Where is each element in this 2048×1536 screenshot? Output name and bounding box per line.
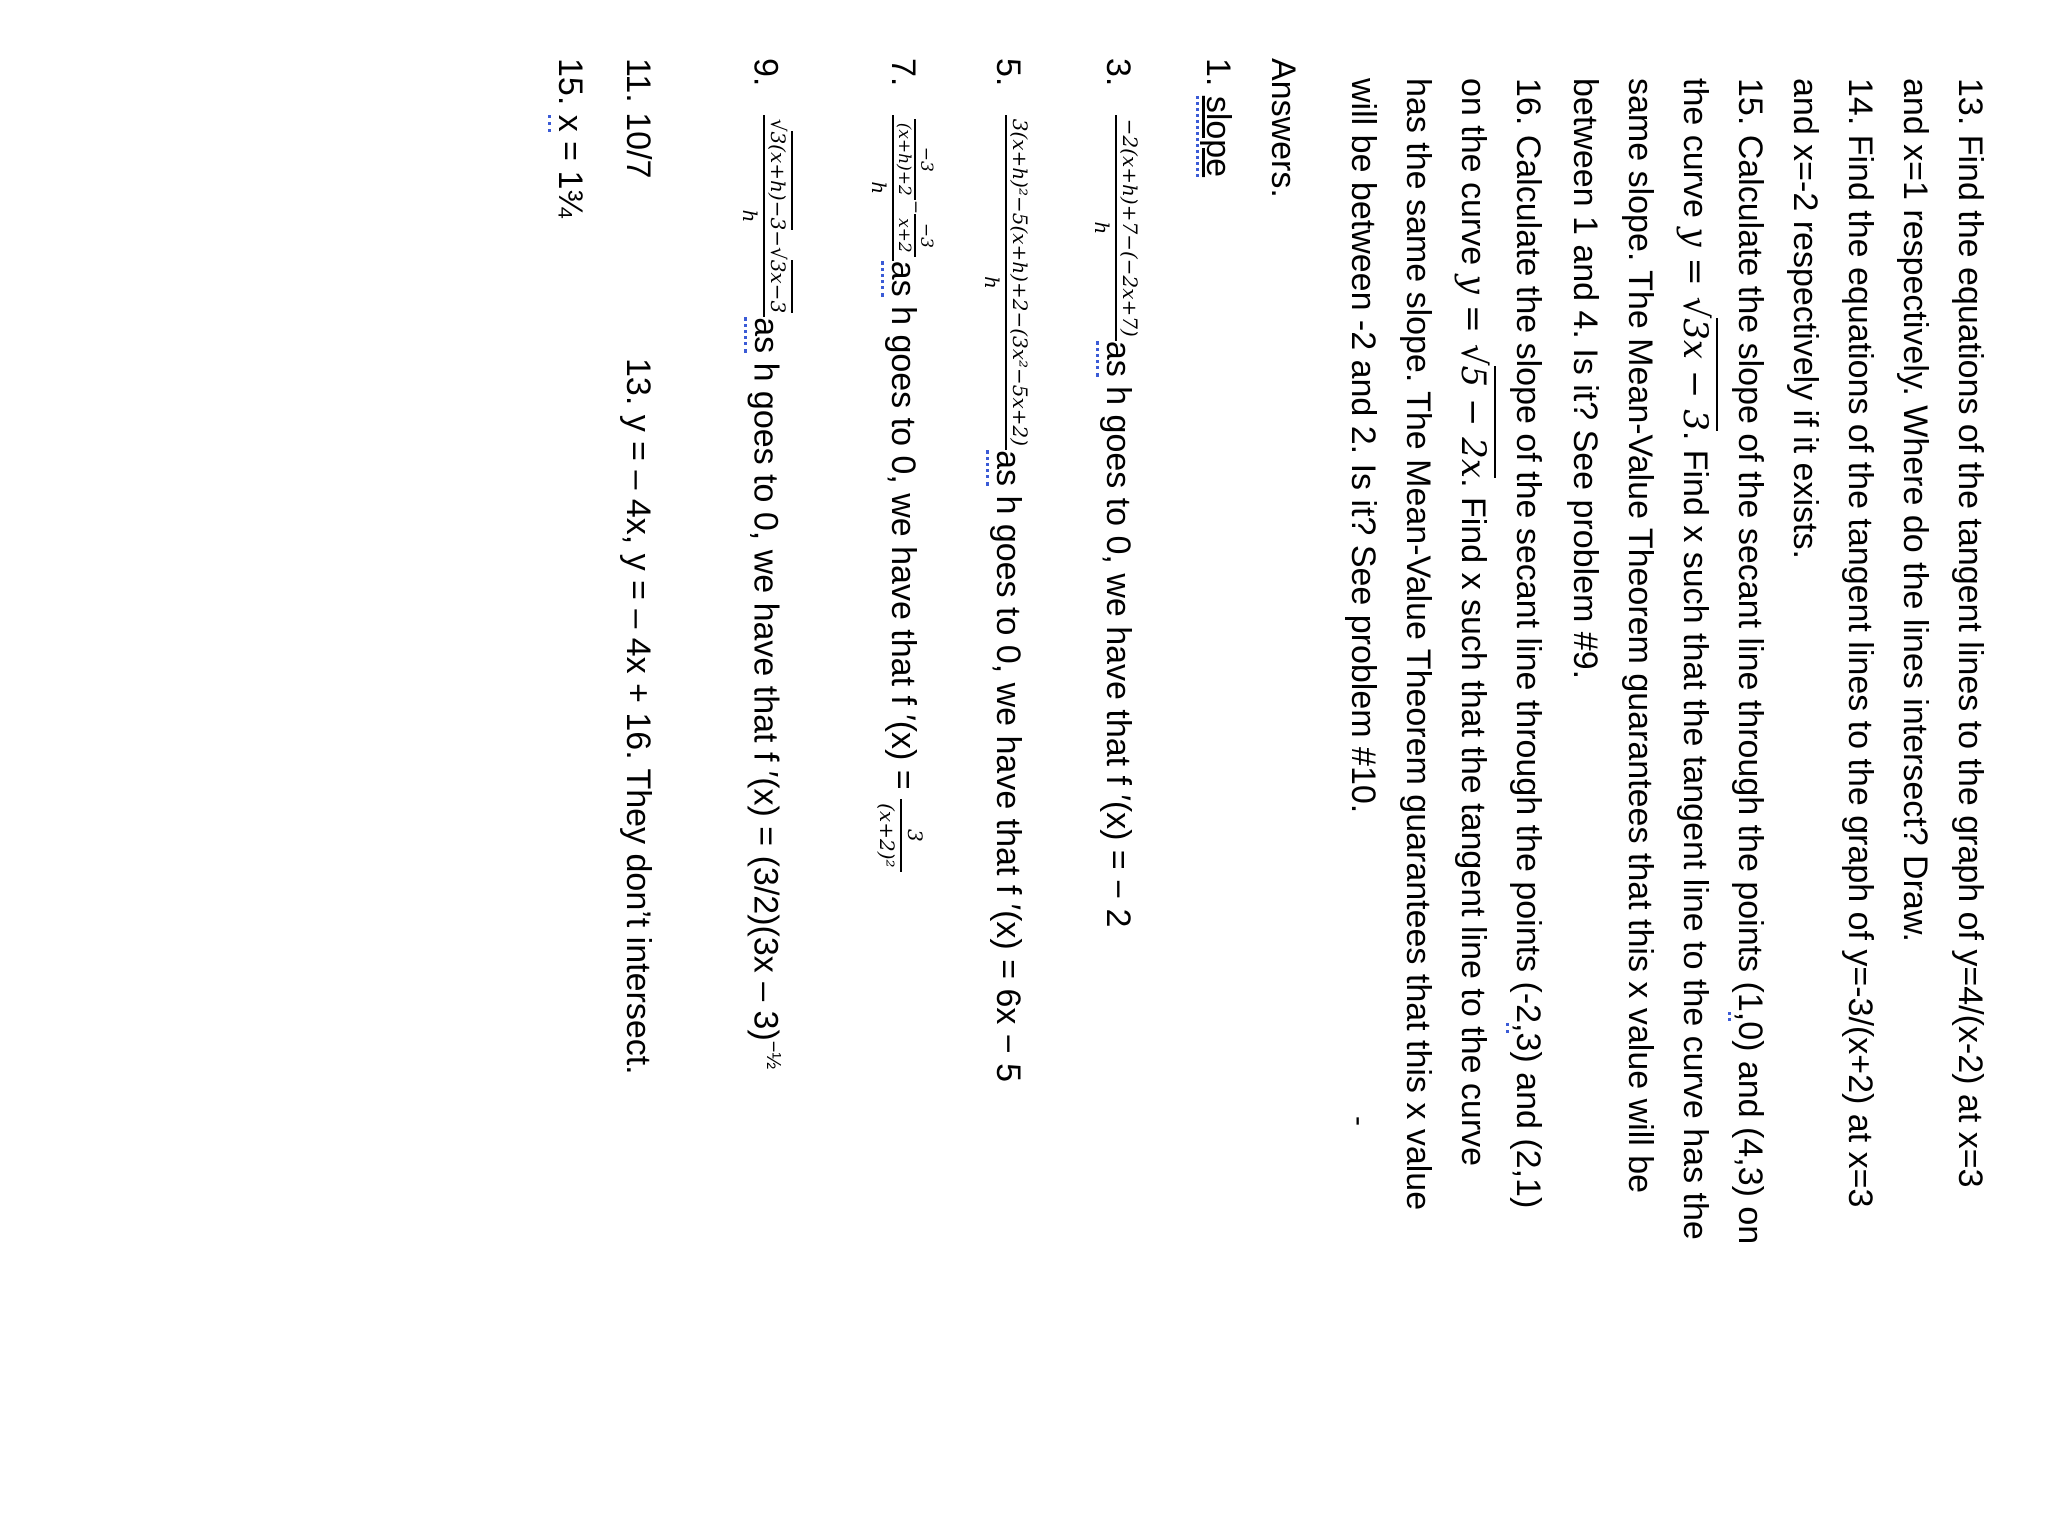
answer-9-radicand-2: 3x−3: [766, 260, 793, 314]
answer-3-fraction: [1089, 115, 1143, 341]
problem-15-text-a: 15. Calculate the slope of the secant line through the points (: [1731, 78, 1769, 993]
answer-5-fraction: [979, 115, 1033, 450]
answer-9-as: as: [744, 317, 785, 353]
problem-16-line-2: [1453, 78, 1493, 1166]
answer-1: [1198, 58, 1238, 177]
problem-15-comma-flag: ,: [1728, 1012, 1769, 1021]
answer-9-minus: −: [765, 230, 790, 247]
problem-15-line-2: [1675, 78, 1715, 1240]
answer-9-radical-2: √: [765, 246, 790, 260]
answer-3-denominator: h: [1089, 221, 1114, 235]
answer-3-text: h goes to 0, we have that f ′(x) = − 2: [1099, 376, 1137, 928]
answer-7-result-fraction: [874, 799, 928, 871]
answer-3-numerator: −2(x+h)+7−(−2x+7): [1115, 115, 1143, 341]
problem-15-line-1: [1730, 78, 1770, 1244]
answer-3: [1088, 58, 1148, 927]
answer-15-text: = 1¾: [551, 131, 589, 218]
problem-15-text-b: 0) and (4,3) on: [1731, 1021, 1769, 1245]
answer-9-radicand-1: 3(x+h)−3: [766, 131, 793, 230]
problem-16-line-3: has the same slope. The Mean-Value Theorem guarantees that this x value: [1399, 78, 1437, 1211]
answer-7-numerator: [892, 115, 936, 261]
answer-11: 11. 10/7: [619, 58, 657, 179]
answer-9-label: 9.: [746, 58, 785, 87]
answer-7-result-num: 3: [900, 799, 928, 871]
problem-15-text-d: . Find x such that the tangent line to the curve has the: [1676, 430, 1714, 1240]
answer-9: [736, 58, 803, 1069]
answer-9-exponent: −½: [762, 1040, 784, 1070]
answer-7-inner-fraction-2: [894, 214, 936, 257]
answer-7-fraction: [866, 115, 936, 261]
answer-3-as: as: [1096, 341, 1137, 377]
answer-9-text: h goes to 0, we have that f ′(x) = (3/2)(3x – 3): [746, 353, 785, 1041]
problem-16-radical: √: [1453, 343, 1493, 366]
problem-16-line-1: [1508, 78, 1548, 1208]
problem-15-radicand: 3x − 3: [1675, 318, 1718, 431]
answer-7-inner2-num: −3: [914, 214, 936, 257]
answer-7: [866, 58, 938, 872]
answer-7-inner1-num: −3: [914, 119, 936, 200]
answer-7-inner1-den: (x+h)+2: [893, 122, 914, 196]
answer-5-denominator: h: [979, 275, 1004, 289]
answer-9-radical-1: √: [765, 118, 790, 132]
answer-5: [978, 58, 1038, 1082]
problem-13-line-2: and x=1 respectively. Where do the lines intersect? Draw.: [1896, 78, 1934, 942]
problem-15-line-3: same slope. The Mean-Value Theorem guarantees that this x value will be: [1621, 78, 1659, 1194]
answer-7-inner2-den: x+2: [893, 218, 914, 253]
problem-16-text-b: 3) and (2,1): [1509, 1032, 1547, 1209]
problem-15-curve-var: y =: [1675, 227, 1715, 297]
stray-dash-mark: -: [1343, 1116, 1376, 1126]
answer-5-as: as: [986, 450, 1027, 486]
problem-15-radical: √: [1675, 296, 1715, 319]
answer-15-x: x: [548, 115, 589, 132]
problem-16-text-a: 16. Calculate the slope of the secant line through the points (-2: [1509, 78, 1547, 1024]
problem-14-line-2: and x=-2 respectively if it exists.: [1786, 78, 1824, 559]
answer-3-label: 3.: [1099, 58, 1137, 87]
problem-13-line-1: 13. Find the equations of the tangent lines to the graph of y=4/(x-2) at x=3: [1951, 78, 1989, 1188]
problem-16-curve-var: y =: [1453, 274, 1493, 344]
answer-5-numerator: 3(x+h)²−5(x+h)+2−(3x²−5x+2): [1005, 115, 1033, 450]
problem-16-comma-flag: ,: [1506, 1023, 1547, 1032]
answer-7-minus: −: [905, 199, 926, 215]
answer-1-label: 1.: [1199, 58, 1237, 96]
answer-7-denominator: h: [866, 181, 891, 195]
answer-15-label: 15.: [551, 58, 589, 115]
problem-15-line-4: between 1 and 4. Is it? See problem #9.: [1566, 78, 1604, 680]
answer-15: [550, 58, 590, 218]
problem-16-radicand: 5 − 2x: [1453, 366, 1496, 479]
problem-15-text-c: the curve: [1676, 78, 1714, 228]
answer-9-fraction: [737, 115, 791, 318]
answer-7-text: h goes to 0, we have that f ′(x) =: [884, 296, 922, 800]
answer-9-numerator: [763, 115, 791, 318]
problem-16-line-4: will be between -2 and 2. Is it? See problem #10.: [1344, 78, 1382, 814]
answer-7-result-den: (x+2)²: [874, 803, 899, 868]
problem-16-text-d: . Find x such that the tangent line to the curve: [1454, 478, 1492, 1167]
answer-5-text: h goes to 0, we have that f ′(x) = 6x − 5: [989, 486, 1027, 1083]
answer-7-as: as: [881, 261, 922, 297]
answer-5-label: 5.: [989, 58, 1027, 87]
problem-15-point1-x: 1: [1731, 992, 1769, 1012]
answer-1-slope: slope: [1196, 96, 1237, 177]
answer-7-label: 7.: [884, 58, 922, 87]
problem-16-text-c: on the curve: [1454, 78, 1492, 275]
problem-14-line-1: 14. Find the equations of the tangent lines to the graph of y=-3/(x+2) at x=3: [1841, 78, 1879, 1208]
answer-7-inner-fraction-1: [894, 119, 936, 200]
answer-13: 13. y = – 4x, y = – 4x + 16. They don’t intersect.: [619, 358, 657, 1075]
answer-9-denominator: h: [737, 209, 762, 223]
answers-heading: Answers.: [1264, 58, 1302, 198]
